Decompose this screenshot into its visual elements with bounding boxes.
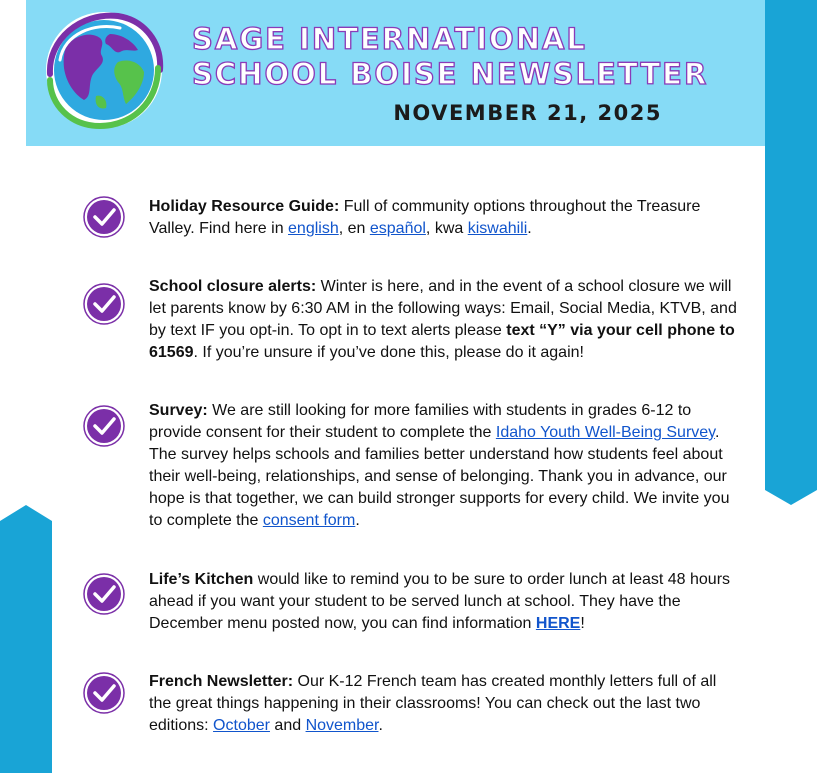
item-heading: Survey: xyxy=(149,402,208,419)
check-circle-icon xyxy=(83,672,125,714)
item-body: . If you’re unsure if you’ve done this, please do it again! xyxy=(193,344,584,361)
item-body: . xyxy=(378,717,383,734)
newsletter-header xyxy=(26,0,765,146)
item-body: Our K-12 French team has created monthly letters full of all the great things happening in their classrooms! You can check out the last two editions: xyxy=(149,673,717,734)
november-link[interactable]: November xyxy=(305,717,379,734)
item-text xyxy=(149,196,739,240)
item-text xyxy=(149,671,739,737)
item-body: . xyxy=(527,220,532,237)
item-body: , kwa xyxy=(425,220,468,237)
item-body: We are still looking for more families with students in grades 6-12 to provide consent for their student to complete the xyxy=(149,402,692,441)
title-line-2: SCHOOL BOISE NEWSLETTER xyxy=(192,57,709,91)
item-heading: Holiday Resource Guide: xyxy=(149,198,340,215)
kiswahili-link[interactable]: kiswahili xyxy=(467,220,528,237)
left-decorative-ribbon xyxy=(0,505,52,773)
consent-form-link[interactable]: consent form xyxy=(262,512,356,529)
item-body: would like to remind you to be sure to order lunch at least 48 hours ahead if you want your student to be served lunch at school. They have the December menu posted now, you can find information xyxy=(149,571,731,632)
newsletter-title xyxy=(192,22,708,92)
item-body: , en xyxy=(338,220,370,237)
text-alert-instruction: text “Y” via your cell phone to 61569 xyxy=(149,322,735,361)
check-circle-icon xyxy=(83,573,125,615)
item-heading: French Newsletter: xyxy=(149,673,294,690)
item-body: Winter is here, and in the event of a school closure we will let parents know by 6:30 AM in the following ways: Email, Social Media, KTVB, and by text IF you opt-in. To opt in to text alerts please xyxy=(149,278,737,339)
check-circle-icon xyxy=(83,405,125,447)
check-circle-icon xyxy=(83,196,125,238)
october-link[interactable]: October xyxy=(213,717,270,734)
item-text xyxy=(149,400,739,532)
item-text xyxy=(149,276,739,364)
item-heading: School closure alerts: xyxy=(149,278,317,295)
item-heading: Life’s Kitchen xyxy=(149,571,254,588)
survey-link[interactable]: Idaho Youth Well-Being Survey xyxy=(495,424,715,441)
title-line-1: SAGE INTERNATIONAL xyxy=(192,22,587,56)
newsletter-date: NOVEMBER 21, 2025 xyxy=(393,101,662,125)
item-body: Full of community options throughout the Treasure Valley. Find here in xyxy=(149,198,701,237)
item-body: ! xyxy=(580,615,585,632)
right-decorative-ribbon xyxy=(765,0,817,505)
item-body: . The survey helps schools and families better understand how students feel about their well-being, relationships, and sense of belonging. Thank you in advance, our hope is that together, we can build stronger supports for every child. We invite you to complete the xyxy=(149,424,730,529)
item-body: . xyxy=(355,512,360,529)
english-link[interactable]: english xyxy=(288,220,339,237)
lunch-info-link[interactable]: HERE xyxy=(535,615,581,632)
check-circle-icon xyxy=(83,283,125,325)
item-text xyxy=(149,569,739,635)
item-body: and xyxy=(269,717,306,734)
espanol-link[interactable]: español xyxy=(369,220,426,237)
globe-logo-icon xyxy=(40,4,168,132)
